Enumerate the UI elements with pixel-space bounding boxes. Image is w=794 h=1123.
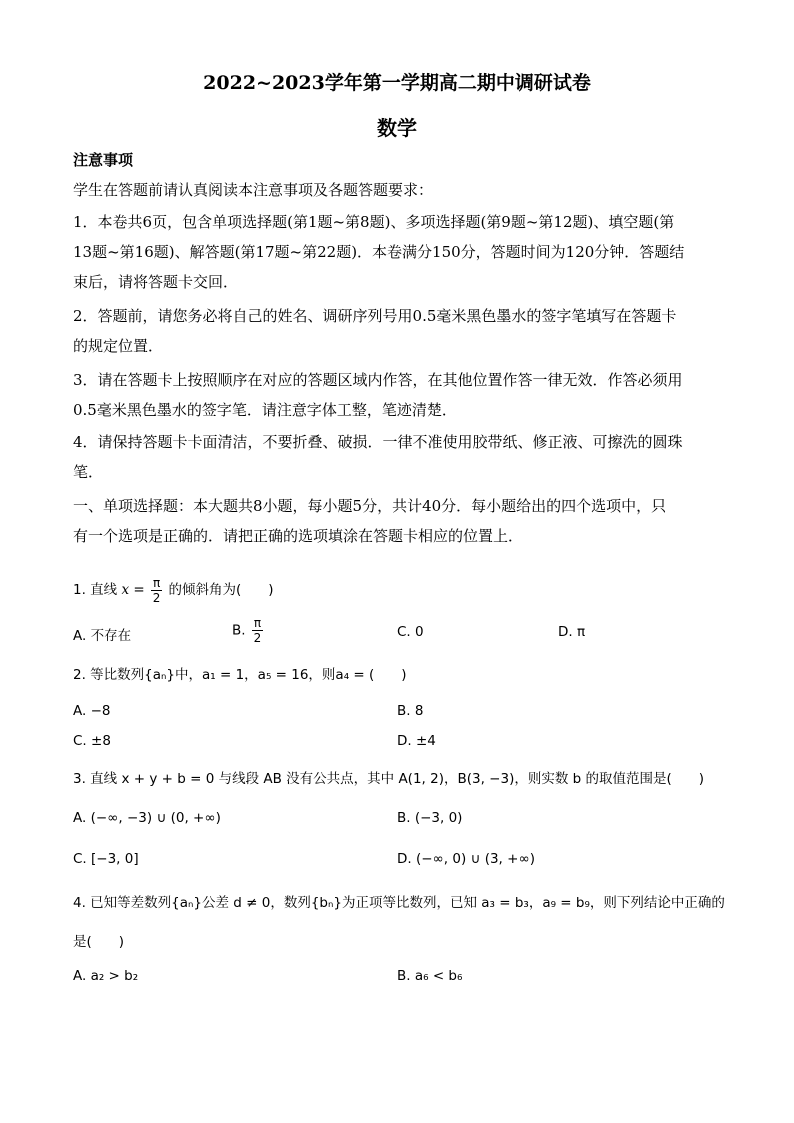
q1-option-a: A. 不存在 [73, 628, 132, 644]
question-3: 3. 直线 x + y + b = 0 与线段 AB 没有公共点，其中 A(1, 2)，B(3, −3)，则实数 b 的取值范围是( ) [73, 771, 705, 787]
exam-subject: 数学 [377, 116, 417, 140]
notice-line: 的规定位置． [73, 337, 164, 355]
question-2: 2. 等比数列{aₙ}中，a₁ = 1，a₅ = 16，则a₄ = ( ) [73, 667, 407, 683]
section-heading: 有一个选项是正确的．请把正确的选项填涂在答题卡相应的位置上． [73, 527, 524, 545]
q1-suffix: 的倾斜角为( ) [168, 582, 274, 598]
q1-option-b-label: B. [232, 622, 246, 639]
section-heading: 一、单项选择题：本大题共8小题，每小题5分，共计40分．每小题给出的四个选项中，只 [73, 497, 667, 515]
notice-line: 2．答题前，请您务必将自己的姓名、调研序列号用0.5毫米黑色墨水的签字笔填写在答题卡 [73, 307, 677, 325]
exam-title: 2022~2023学年第一学期高二期中调研试卷 [203, 72, 591, 94]
notice-intro: 学生在答题前请认真阅读本注意事项及各题答题要求： [73, 181, 434, 199]
notice-line: 13题~第16题)、解答题(第17题~第22题)．本卷满分150分，答题时间为120分钟．答题结 [73, 243, 685, 261]
notice-line: 4．请保持答题卡卡面清洁，不要折叠、破损．一律不准使用胶带纸、修正液、可擦洗的圆珠 [73, 433, 683, 451]
q1-frac-den: 2 [152, 590, 161, 605]
q3-option-d: D. (−∞, 0) ∪ (3, +∞) [397, 851, 535, 867]
notice-line: 3．请在答题卡上按照顺序在对应的答题区域内作答，在其他位置作答一律无效．作答必须用 [73, 371, 683, 389]
q2-option-c: C. ±8 [73, 733, 111, 749]
q1-option-b-den: 2 [253, 631, 262, 645]
q1-eq-lhs: x = [121, 582, 145, 598]
q1-option-c: C. 0 [397, 624, 424, 640]
q1-option-d: D. π [558, 624, 586, 640]
q2-option-a: A. −8 [73, 703, 111, 719]
q2-option-b: B. 8 [397, 703, 424, 719]
q4-option-a: A. a₂ > b₂ [73, 968, 139, 984]
question-4-line-2: 是( ) [73, 934, 125, 950]
q2-option-d: D. ±4 [397, 733, 436, 749]
q1-frac-num: π [152, 575, 161, 590]
q4-option-b: B. a₆ < b₆ [397, 968, 463, 984]
q1-fraction [151, 576, 162, 605]
notice-line: 束后，请将答题卡交回． [73, 273, 239, 291]
q3-option-c: C. [−3, 0] [73, 851, 139, 867]
notice-heading: 注意事项 [73, 151, 134, 169]
q1-option-b [232, 616, 265, 645]
q1-option-b-fraction [252, 616, 263, 645]
question-1 [73, 574, 723, 606]
question-4-line-1: 4. 已知等差数列{aₙ}公差 d ≠ 0，数列{bₙ}为正项等比数列，已知 a₃ = b₃，a₉ = b₉，则下列结论中正确的 [73, 895, 725, 911]
q1-option-b-num: π [253, 616, 262, 630]
q3-option-b: B. (−3, 0) [397, 810, 463, 826]
notice-line: 1．本卷共6页，包含单项选择题(第1题~第8题)、多项选择题(第9题~第12题)、填空题(第 [73, 213, 675, 231]
notice-line: 笔． [73, 463, 104, 481]
q1-prefix: 1. 直线 [73, 582, 118, 598]
notice-line: 0.5毫米黑色墨水的签字笔．请注意字体工整，笔迹清楚． [73, 401, 457, 419]
q3-option-a: A. (−∞, −3) ∪ (0, +∞) [73, 810, 221, 826]
